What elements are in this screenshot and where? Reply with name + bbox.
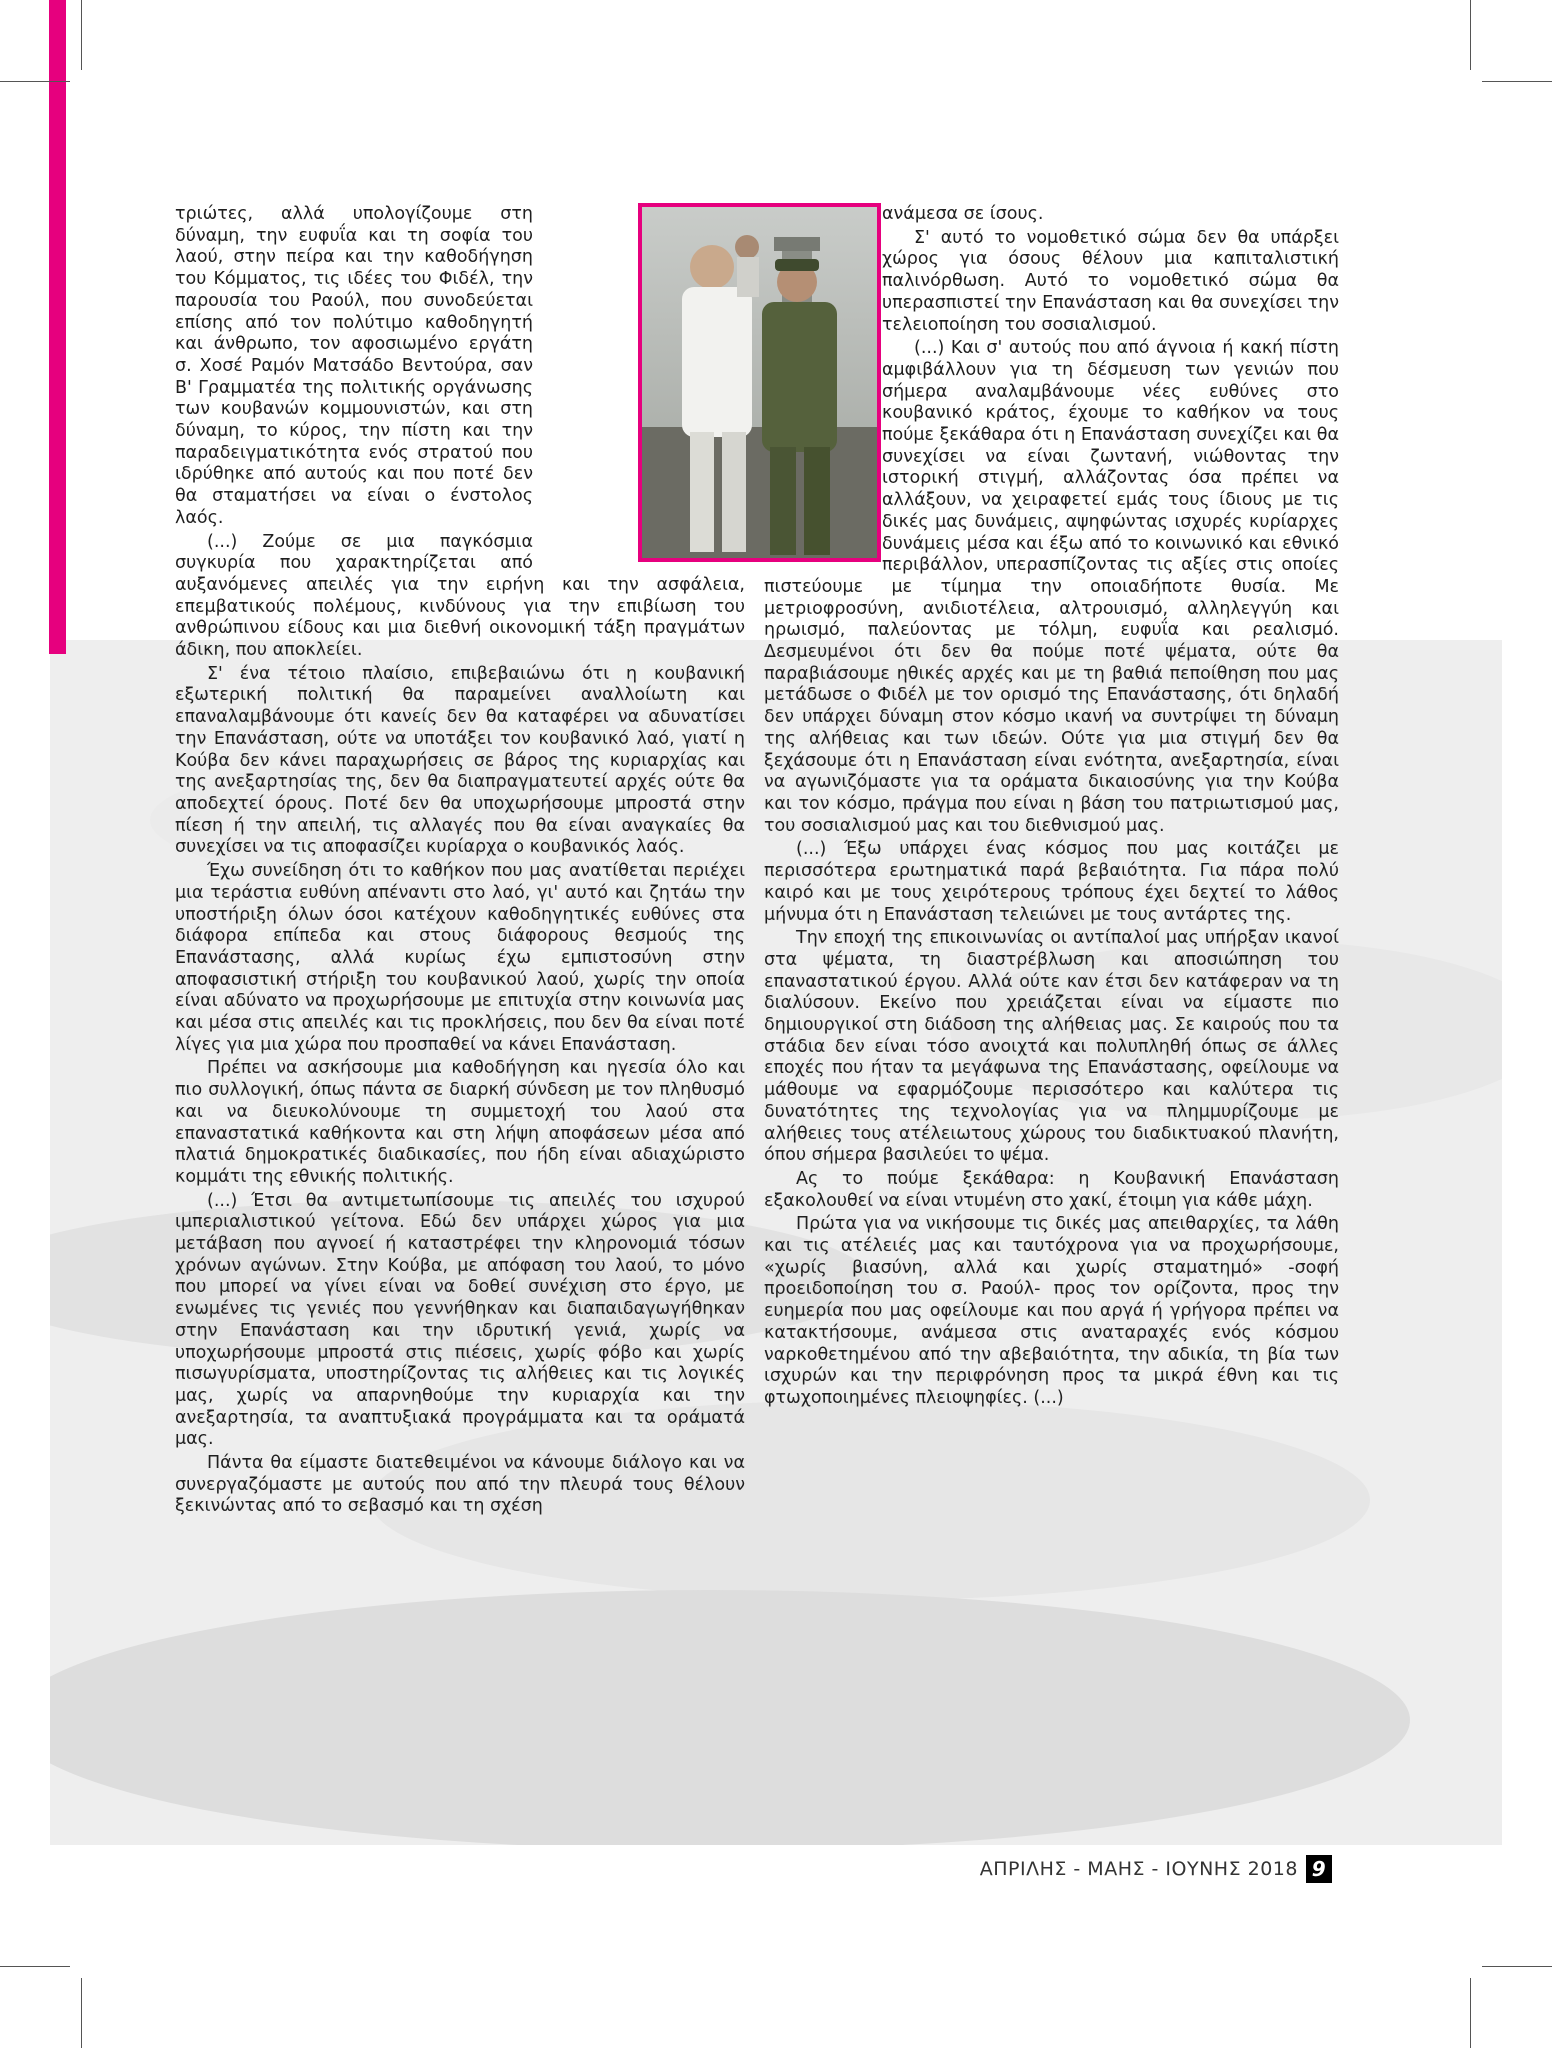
page-footer <box>980 1855 1332 1883</box>
issue-label: ΑΠΡΙΛΗΣ - ΜΑΗΣ - ΙΟΥΝΗΣ 2018 <box>979 1858 1298 1880</box>
paragraph: (...) Έτσι θα αντιμετωπίσουμε τις απειλές του ισχυρού ιμπεριαλιστικού γείτονα. Εδώ δεν υπάρχει χώρος για μια μετάβαση που αγνοεί ή καταστρέφει την κληρονομιά τόσων χρόνων αγώνων. Στην Κούβα, με απόφαση του λαού, το μόνο που μπορεί να γίνει είναι να δοθεί συνέχιση στο έργο, με ενωμένες τις γενιές που γεννήθηκαν και διαπαιδαγωγήθηκαν στην Επανάσταση και την ιδρυτική γενιά, χωρίς να υποχωρήσουμε μπροστά στις πιέσεις, χωρίς φόβο και χωρίς πισωγυρίσματα, υποστηρίζοντας τις αλήθειες και τις λογικές μας, χωρίς να απαρνηθούμε την κυριαρχία και την ανεξαρτησία, τα αναπτυξιακά προγράμματα και τα οράματά μας. <box>175 1190 745 1450</box>
paragraph: Πρέπει να ασκήσουμε μια καθοδήγηση και ηγεσία όλο και πιο συλλογική, όπως πάντα σε διαρκή σύνδεση με τον πληθυσμό και να διευκολύνουμε τη συμμετοχή του λαού στα επαναστατικά καθήκοντα και στη λήψη αποφάσεων μέσα από πλατιά δημοκρατικές διαδικασίες, που ήδη είναι αδιαχώριστο κομμάτι της εθνικής πολιτικής. <box>175 1058 745 1187</box>
paragraph: (...) Και σ' αυτούς που από άγνοια ή κακή πίστη αμφιβάλλουν για τη δέσμευση των γενιών που σήμερα αναλαμβάνουμε νέες ευθύνες στο κουβανικό κράτος, έχουμε το καθήκον να τους πούμε ξεκάθαρα ότι η Επανάσταση συνεχίζει και θα συνεχίσει να είναι ζωντανή, νιώθοντας την ιστορική στιγμή, αλλάζοντας όσα πρέπει να αλλάξουν, να χειραφετεί εμάς τους ίδιους με τις δικές μας δυνάμεις, αψηφώντας ισχυρές κυρίαρχες δυνάμεις μέσα και έξω από το κοινωνικό και εθνικό περιβάλλον, υπερασπίζοντας τις αξίες στις οποίες πιστεύουμε με τίμημα την οποιαδήποτε θυσία. Με μετριοφροσύνη, ανιδιοτέλεια, αλτρουισμό, αλληλεγγύη και ηρωισμό, παλεύοντας με τόλμη, ευφυΐα και ρεαλισμό. Δεσμευμένοι ότι δεν θα πούμε ποτέ ψέματα, ούτε θα παραβιάσουμε ηθικές αρχές και με τη βαθιά πεποίθηση που μας μετάδωσε ο Φιδέλ με τον ορισμό της Επανάστασης, ότι δηλαδή δεν υπάρχει δύναμη στον κόσμο ικανή να συντρίψει τη δύναμη της αλήθειας και των ιδεών. Ούτε για μια στιγμή δεν θα ξεχάσουμε ότι η Επανάσταση είναι ενότητα, ανεξαρτησία, είναι να αγωνιζόμαστε για τα οράματα δικαιοσύνης για την Κούβα και τον κόσμο, πράγμα που είναι η βάση του πατριωτισμού μας, του σοσιαλισμού μας και του διεθνισμού μας. <box>764 338 1339 836</box>
left-column <box>175 204 745 1520</box>
accent-bar <box>49 0 66 654</box>
paragraph: τριώτες, αλλά υπολογίζουμε στη δύναμη, την ευφυΐα και τη σοφία του λαού, στην πείρα και την καθοδήγηση του Κόμματος, τις ιδέες του Φιδέλ, την παρουσία του Ραούλ, που συνοδεύεται επίσης από τον πολύτιμο καθοδηγητή και άνθρωπο, τον αφοσιωμένο εργάτη σ. Χοσέ Ραμόν Ματσάδο Βεντούρα, σαν Β' Γραμματέα της πολιτικής οργάνωσης των κουβανών κομμουνιστών, και στη δύναμη, το κύρος, την πίστη και την παραδειγματικότητα ενός στρατού που ιδρύθηκε από αυτούς και που ποτέ δεν θα σταματήσει να είναι ο ένστολος λαός. <box>175 204 533 528</box>
paragraph: ανάμεσα σε ίσους. <box>882 204 1044 224</box>
paragraph: Σ' αυτό το νομοθετικό σώμα δεν θα υπάρξει χώρος για όσους θέλουν μια καπιταλιστική παλινόρθωση. Αυτό το νομοθετικό σώμα θα υπερασπιστεί την Επανάσταση και θα συνεχίσει την τελειοποίηση του σοσιαλισμού. <box>882 227 1339 335</box>
paragraph: (...) Ζούμε σε μια παγκόσμια συγκυρία που χαρακτηρίζεται από αυξανόμενες απειλές για την ειρήνη και την ασφάλεια, επεμβατικούς πολέμους, κινδύνους για την επιβίωση του ανθρώπινου είδους και μια διεθνή οικονομική τάξη πραγμάτων άδικη, που αποκλείει. <box>175 531 745 661</box>
paragraph: Πάντα θα είμαστε διατεθειμένοι να κάνουμε διάλογο και να συνεργαζόμαστε με αυτούς που από την πλευρά τους θέλουν ξεκινώντας από το σεβασμό και τη σχέση <box>175 1453 745 1517</box>
paragraph: Σ' ένα τέτοιο πλαίσιο, επιβεβαιώνω ότι η κουβανική εξωτερική πολιτική θα παραμείνει αναλλοίωτη και επαναλαμβάνουμε ότι κανείς δεν θα καταφέρει να αδυνατίσει την Επανάσταση, ούτε να υποτάξει τον κουβανικό λαό, γιατί η Κούβα δεν κάνει παραχωρήσεις σε βάρος της κυριαρχίας και της ανεξαρτησίας της, δεν θα διαπραγματευτεί αρχές ούτε θα αποδεχτεί όρους. Ποτέ δεν θα υποχωρήσουμε μπροστά στην πίεση ή την απειλή, τις αλλαγές που θα είναι αναγκαίες θα συνεχίσει να τις αποφασίζει κυρίαρχα ο κουβανικός λαός. <box>175 663 745 858</box>
right-column <box>764 204 1339 1412</box>
paragraph: Ας το πούμε ξεκάθαρα: η Κουβανική Επανάσταση εξακολουθεί να είναι ντυμένη στο χακί, έτοιμη για κάθε μάχη. <box>764 1168 1339 1211</box>
paragraph: Έχω συνείδηση ότι το καθήκον που μας ανατίθεται περιέχει μια τεράστια ευθύνη απέναντι στο λαό, γι' αυτό και ζητάω την υποστήριξη όλων όσοι κατέχουν καθοδηγητικές ευθύνες στα διάφορα επίπεδα και στους διάφορους θεσμούς της Επανάστασης, αλλά κυρίως έχω εμπιστοσύνη στην αποφασιστική στήριξη του κουβανικού λαού, χωρίς την οποία είναι αδύνατο να προχωρήσουμε με επιτυχία στην κοινωνία μας και μέσα στις απειλές και τις προκλήσεις, που δεν θα είναι ποτέ λίγες για μια χώρα που προσπαθεί να κάνει Επανάσταση. <box>175 861 745 1055</box>
paragraph: Πρώτα για να νικήσουμε τις δικές μας απειθαρχίες, τα λάθη και τις ατέλειές μας και ταυτόχρονα για να προχωρήσουμε, «χωρίς βιασύνη, αλλά και χωρίς σταματημό» -σοφή προειδοποίηση του σ. Ραούλ- προς τον ορίζοντα, προς την ευημερία που μας οφείλουμε και που αργά ή γρήγορα πρέπει να κατακτήσουμε, ανάμεσα στις αναταραχές ενός κόσμου ναρκοθετημένου από την αβεβαιότητα, την αδικία, τη βία των ισχυρών και την περιφρόνηση προς τα μικρά έθνη και τις φτωχοποιημένες πλειοψηφίες. (...) <box>764 1214 1339 1408</box>
paragraph: Την εποχή της επικοινωνίας οι αντίπαλοί μας υπήρξαν ικανοί στα ψέματα, τη διαστρέβλωση και αποσιώπηση του επαναστατικού έργου. Αλλά ούτε καν έτσι δεν κατάφεραν να τη διαλύσουν. Εκείνο που χρειάζεται είναι να είμαστε πιο δημιουργικοί στη διάδοση της αλήθειας μας. Σε καιρούς που τα στάδια δεν είναι τόσο ανοιχτά και πολυπληθή όπως σε άλλες εποχές που ήταν τα μεγάφωνα της Επανάστασης, οφείλουμε να μάθουμε να εφαρμόζουμε περισσότερο και καλύτερα τις δυνατότητες της τεχνολογίας για να πλημμυρίζουμε με αλήθειες τους ατέλειωτους χώρους του διαδικτυακού πλανήτη, όπου σήμερα βασιλεύει το ψέμα. <box>764 928 1339 1166</box>
page-number: 9 <box>1306 1855 1332 1883</box>
paragraph: (...) Έξω υπάρχει ένας κόσμος που μας κοιτάζει με περισσότερα ερωτηματικά παρά βεβαιότητα. Για πάρα πολύ καιρό και με τους χειρότερους τρόπους έχει δεχτεί το λάθος μήνυμα ότι η Επανάσταση τελειώνει με τους αντάρτες της. <box>764 839 1339 925</box>
